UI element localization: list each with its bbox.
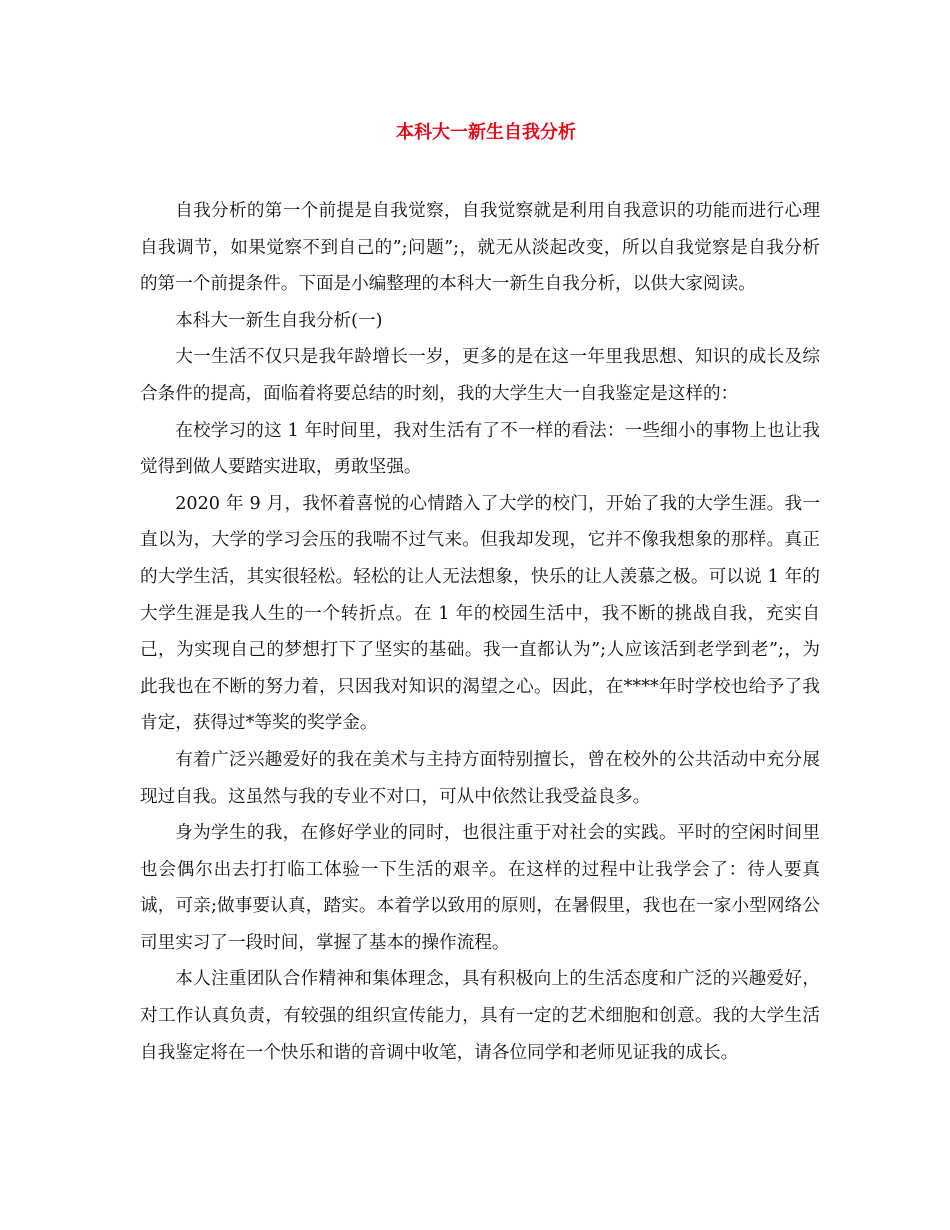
body-paragraph: 本人注重团队合作精神和集体理念，具有积极向上的生活态度和广泛的兴趣爱好，对工作认真负责，有较强的组织宣传能力，具有一定的艺术细胞和创意。我的大学生活自我鉴定将在一个快乐和谐的音调中收笔，请各位同学和老师见证我的成长。 bbox=[140, 969, 820, 1063]
document-page bbox=[140, 118, 820, 1071]
section-heading: 本科大一新生自我分析(一) bbox=[175, 310, 383, 331]
body-paragraph: 2020 年 9 月，我怀着喜悦的心情踏入了大学的校门，开始了我的大学生涯。我一直以为，大学的学习会压的我喘不过气来。但我却发现，它并不像我想象的那样。真正的大学生活，其实很轻松。轻松的让人无法想象，快乐的让人羡慕之极。可以说 1 年的大学生涯是我人生的一个转折点。在 1 年的校园生活中，我不断的挑战自我，充实自己，为实现自己的梦想打下了坚实的基础。我一直都认为”;人应该活到老学到老”;，为此我也在不断的努力着，只因我对知识的渴望之心。因此，在****年时学校也给予了我肯定，获得过*等奖的奖学金。 bbox=[140, 493, 820, 734]
body-paragraph: 大一生活不仅只是我年龄增长一岁，更多的是在这一年里我思想、知识的成长及综合条件的提高，面临着将要总结的时刻，我的大学生大一自我鉴定是这样的： bbox=[140, 347, 820, 404]
document-title: 本科大一新生自我分析 bbox=[396, 122, 576, 143]
body-paragraph: 身为学生的我，在修好学业的同时，也很注重于对社会的实践。平时的空闲时间里也会偶尔出去打打临工体验一下生活的艰辛。在这样的过程中让我学会了：待人要真诚，可亲;做事要认真，踏实。本着学以致用的原则，在暑假里，我也在一家小型网络公司里实习了一段时间，掌握了基本的操作流程。 bbox=[140, 823, 820, 953]
body-paragraph: 在校学习的这 1 年时间里，我对生活有了不一样的看法：一些细小的事物上也让我觉得到做人要踏实进取，勇敢坚强。 bbox=[140, 420, 820, 478]
intro-paragraph: 自我分析的第一个前提是自我觉察，自我觉察就是利用自我意识的功能而进行心理自我调节，如果觉察不到自己的”;问题”;，就无从淡起改变，所以自我觉察是自我分析的第一个前提条件。下面是小编整理的本科大一新生自我分析，以供大家阅读。 bbox=[140, 201, 820, 295]
body-paragraph: 有着广泛兴趣爱好的我在美术与主持方面特别擅长，曾在校外的公共活动中充分展现过自我。这虽然与我的专业不对口，可从中依然让我受益良多。 bbox=[140, 749, 820, 807]
document-body bbox=[140, 193, 820, 1071]
